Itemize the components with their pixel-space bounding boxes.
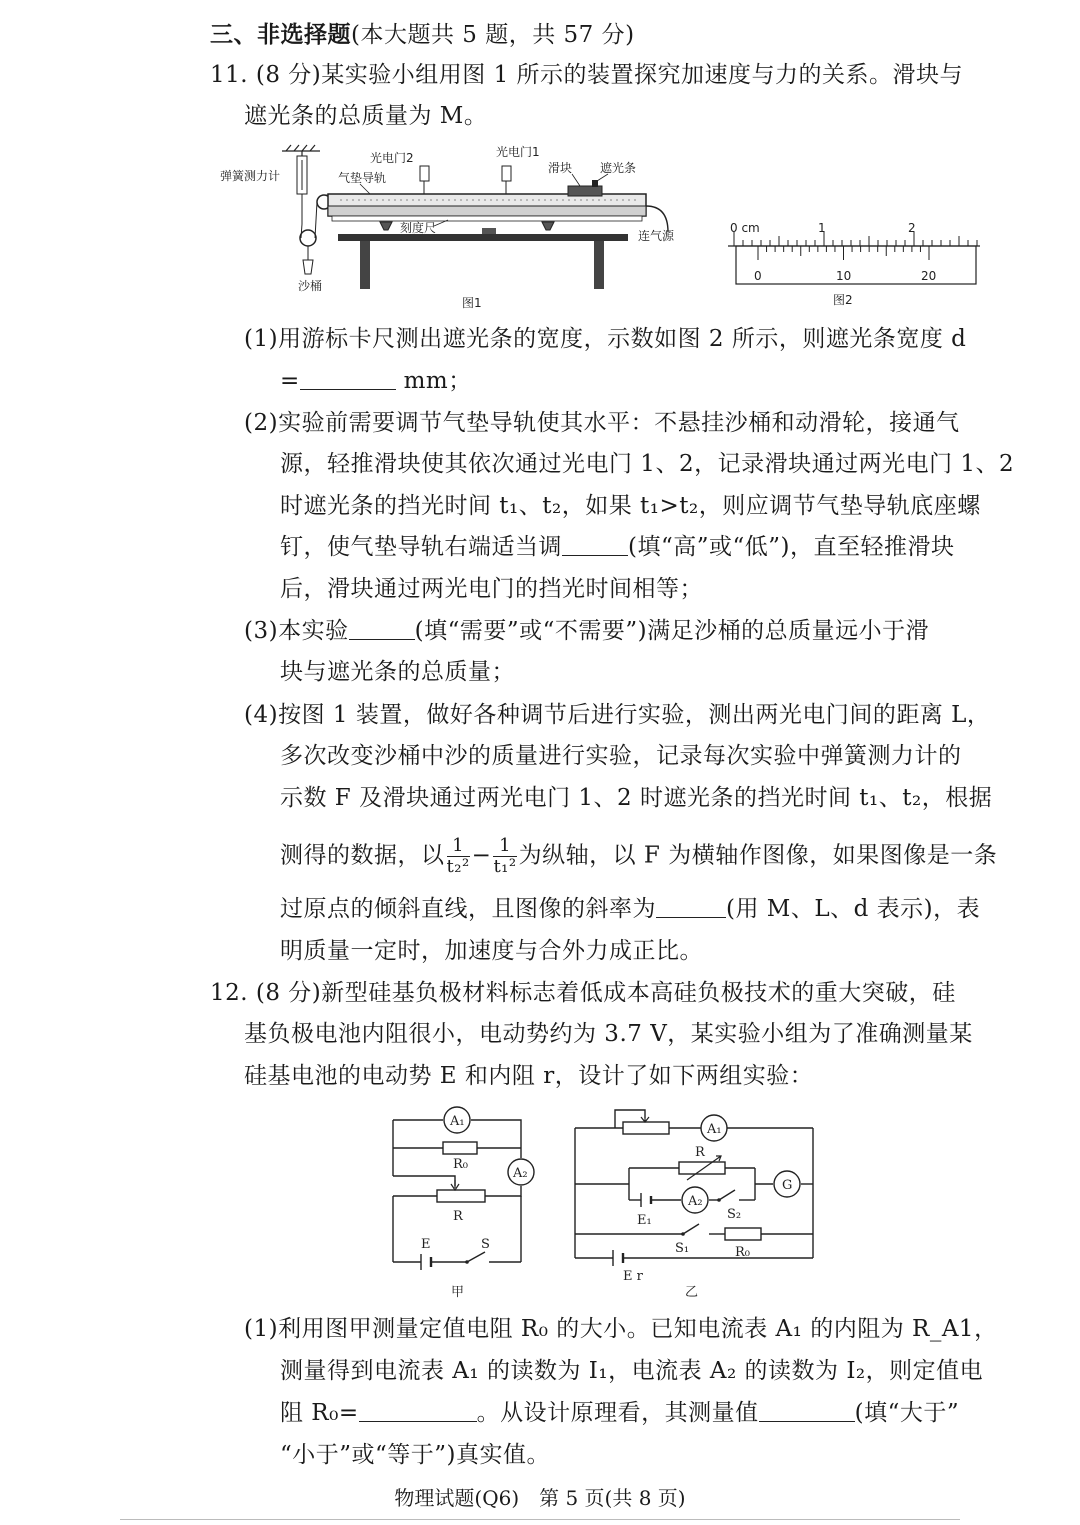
answer-blank-adjust[interactable] [562,533,628,556]
q12-part1-line2: 测量得到电流表 A₁ 的读数为 I₁，电流表 A₂ 的读数为 I₂，则定值电 [280,1358,984,1384]
label-s2: S₂ [727,1207,742,1222]
q12-stem-line2: 基负极电池内阻很小，电动势约为 3.7 V，某实验小组为了准确测量某 [244,1021,973,1047]
section-title: 三、非选择题 [210,21,351,48]
answer-blank-r0[interactable] [359,1399,477,1422]
fraction-1-over-t1-squared: $\frac{1}{\text{t₁²}}$ [493,835,517,877]
q12-part1-line4: “小于”或“等于”)真实值。 [280,1442,551,1468]
label-s1: S₁ [675,1241,690,1256]
vernier-label-10: 10 [836,269,852,283]
q11-part4-line3: 示数 F 及滑块通过两光电门 1、2 时遮光条的挡光时间 t₁、t₂，根据 [280,785,993,811]
q11-part3-line2: 块与遮光条的总质量； [280,659,515,685]
rheostat-top [623,1122,669,1134]
q11-stem-line1: 11. (8 分)某实验小组用图 1 所示的装置探究加速度与力的关系。滑块与 [210,62,964,88]
circuit-yi-caption: 乙 [685,1285,699,1300]
label-sand-bucket: 沙桶 [298,279,323,293]
circuit-jia-caption: 甲 [451,1285,465,1300]
movable-pulley [300,230,316,246]
switch-s [465,1260,469,1264]
label-s: S [481,1237,490,1252]
q11-part4-line6: 明质量一定时，加速度与合外力成正比。 [280,938,703,964]
table-leg-right [594,241,604,289]
table-top [338,234,628,241]
fraction-1-over-t2-squared: $\frac{1}{\text{t₂²}}$ [446,835,470,877]
switch-s2 [717,1198,721,1202]
q11-part2-line4-pre: 钉，使气垫导轨右端适当调 [280,534,562,560]
q11-part2-line4-post: (填“高”或“低”)，直至轻推滑块 [628,534,955,560]
label-a1: A₁ [450,1114,465,1129]
ceiling-support [282,145,320,156]
q12-part1-line3-pre: 阻 R₀= [280,1400,359,1426]
q11-part4-line4-pre: 测得的数据，以 [280,842,445,869]
q11-part2-line1: (2)实验前需要调节气垫导轨使其水平：不悬挂沙桶和动滑轮，接通气 [244,410,960,436]
q11-part3-post: (填“需要”或“不需要”)满足沙桶的总质量远小于滑 [414,618,930,644]
q12-part1-line3 [280,1398,959,1428]
photogate-1 [502,166,511,181]
label-a2: A₂ [688,1194,703,1209]
q11-part4-line1: (4)按图 1 装置，做好各种调节后进行实验，测出两光电门间的距离 L， [244,702,991,728]
unit-mm: mm； [395,368,472,394]
q11-part4-line5-post: (用 M、L、d 表示)，表 [726,896,981,922]
q11-part3-line1 [244,616,929,646]
section-note: (本大题共 5 题，共 57 分) [351,22,635,48]
figure-2-caption: 图2 [833,293,853,307]
label-photogate-2: 光电门2 [370,151,414,165]
main-label-0cm: 0 cm [730,221,760,235]
vernier-label-0: 0 [754,269,762,283]
q11-part1-line2 [280,366,472,396]
q11-part2-line3: 时遮光条的挡光时间 t₁、t₂，如果 t₁>t₂，则应调节气垫导轨底座螺 [280,493,981,519]
q11-part2-line5: 后，滑块通过两光电门的挡光时间相等； [280,576,703,602]
label-e1: E₁ [637,1213,652,1228]
label-spring-scale: 弹簧测力计 [220,169,281,183]
label-air-track: 气垫导轨 [338,171,387,185]
vernier-body [736,246,976,284]
q11-part4-line2: 多次改变沙桶中沙的质量进行实验，记录每次实验中弹簧测力计的 [280,743,962,769]
section-heading [210,20,635,50]
q11-part4-line5 [280,894,980,924]
label-slider: 滑块 [548,161,573,175]
q12-stem-line3: 硅基电池的电动势 E 和内阻 r，设计了如下两组实验： [244,1063,814,1089]
vernier-label-20: 20 [921,269,937,283]
circuit-yi [565,1100,835,1300]
answer-blank-slope[interactable] [656,895,726,918]
answer-blank-need[interactable] [349,617,415,640]
main-label-2: 2 [908,221,916,235]
switch-s1 [681,1232,685,1236]
footer-rule [120,1519,960,1520]
label-r: R [695,1145,705,1160]
table-leg-left [360,241,370,289]
q11-stem-line2: 遮光条的总质量为 M。 [244,103,488,129]
q11-part4-line4-post: 为纵轴，以 F 为横轴作图像，如果图像是一条 [518,842,998,869]
q11-part4-line5-pre: 过原点的倾斜直线，且图像的斜率为 [280,896,656,922]
q11-part4-line4 [280,836,997,877]
label-r0: R₀ [453,1157,468,1172]
label-a2: A₂ [513,1166,528,1181]
figure-1-air-track [220,142,700,314]
label-shading-strip: 遮光条 [600,161,637,175]
label-a1: A₁ [707,1122,722,1137]
label-e-r: E r [623,1269,643,1284]
q12-stem-line1: 12. (8 分)新型硅基负极材料标志着低成本高硅负极技术的重大突破，硅 [210,980,956,1006]
resistor-r0 [443,1142,477,1154]
label-ruler: 刻度尺 [400,221,437,235]
answer-blank-width[interactable] [300,367,396,390]
sand-bucket [303,260,313,274]
q11-part2-line4 [280,532,954,562]
ruler [332,216,642,221]
answer-blank-compare[interactable] [759,1399,855,1422]
main-label-1: 1 [818,221,826,235]
label-air-source: 连气源 [638,229,675,243]
slider [568,186,602,196]
rheostat-r [437,1190,485,1202]
label-r0: R₀ [735,1245,750,1260]
q11-part2-line2: 源，轻推滑块使其依次通过光电门 1、2，记录滑块通过两光电门 1、2 [280,451,1015,477]
label-e: E [421,1237,431,1252]
resistance-box-r [679,1162,725,1174]
label-photogate-1: 光电门1 [496,145,540,159]
figure-2-vernier-caliper [718,212,988,312]
q12-part1-line3-mid: 。从设计原理看，其测量值 [476,1400,759,1426]
resistor-r0 [725,1228,761,1240]
equals-sign: = [280,368,300,394]
q12-part1-line3-post: (填“大于” [854,1400,960,1426]
minus-sign: − [471,842,492,869]
label-r: R [453,1209,463,1224]
photogate-2 [420,166,429,181]
q11-part3-pre: (3)本实验 [244,618,349,644]
q11-part1-line1: (1)用游标卡尺测出遮光条的宽度，示数如图 2 所示，则遮光条宽度 d [244,326,967,352]
page-footer: 物理试题(Q6) 第 5 页(共 8 页) [394,1486,686,1510]
figure-1-caption: 图1 [462,296,482,310]
circuit-jia [385,1100,545,1300]
label-g: G [782,1178,793,1193]
q12-part1-line1: (1)利用图甲测量定值电阻 R₀ 的大小。已知电流表 A₁ 的内阻为 R_A1， [244,1316,998,1342]
